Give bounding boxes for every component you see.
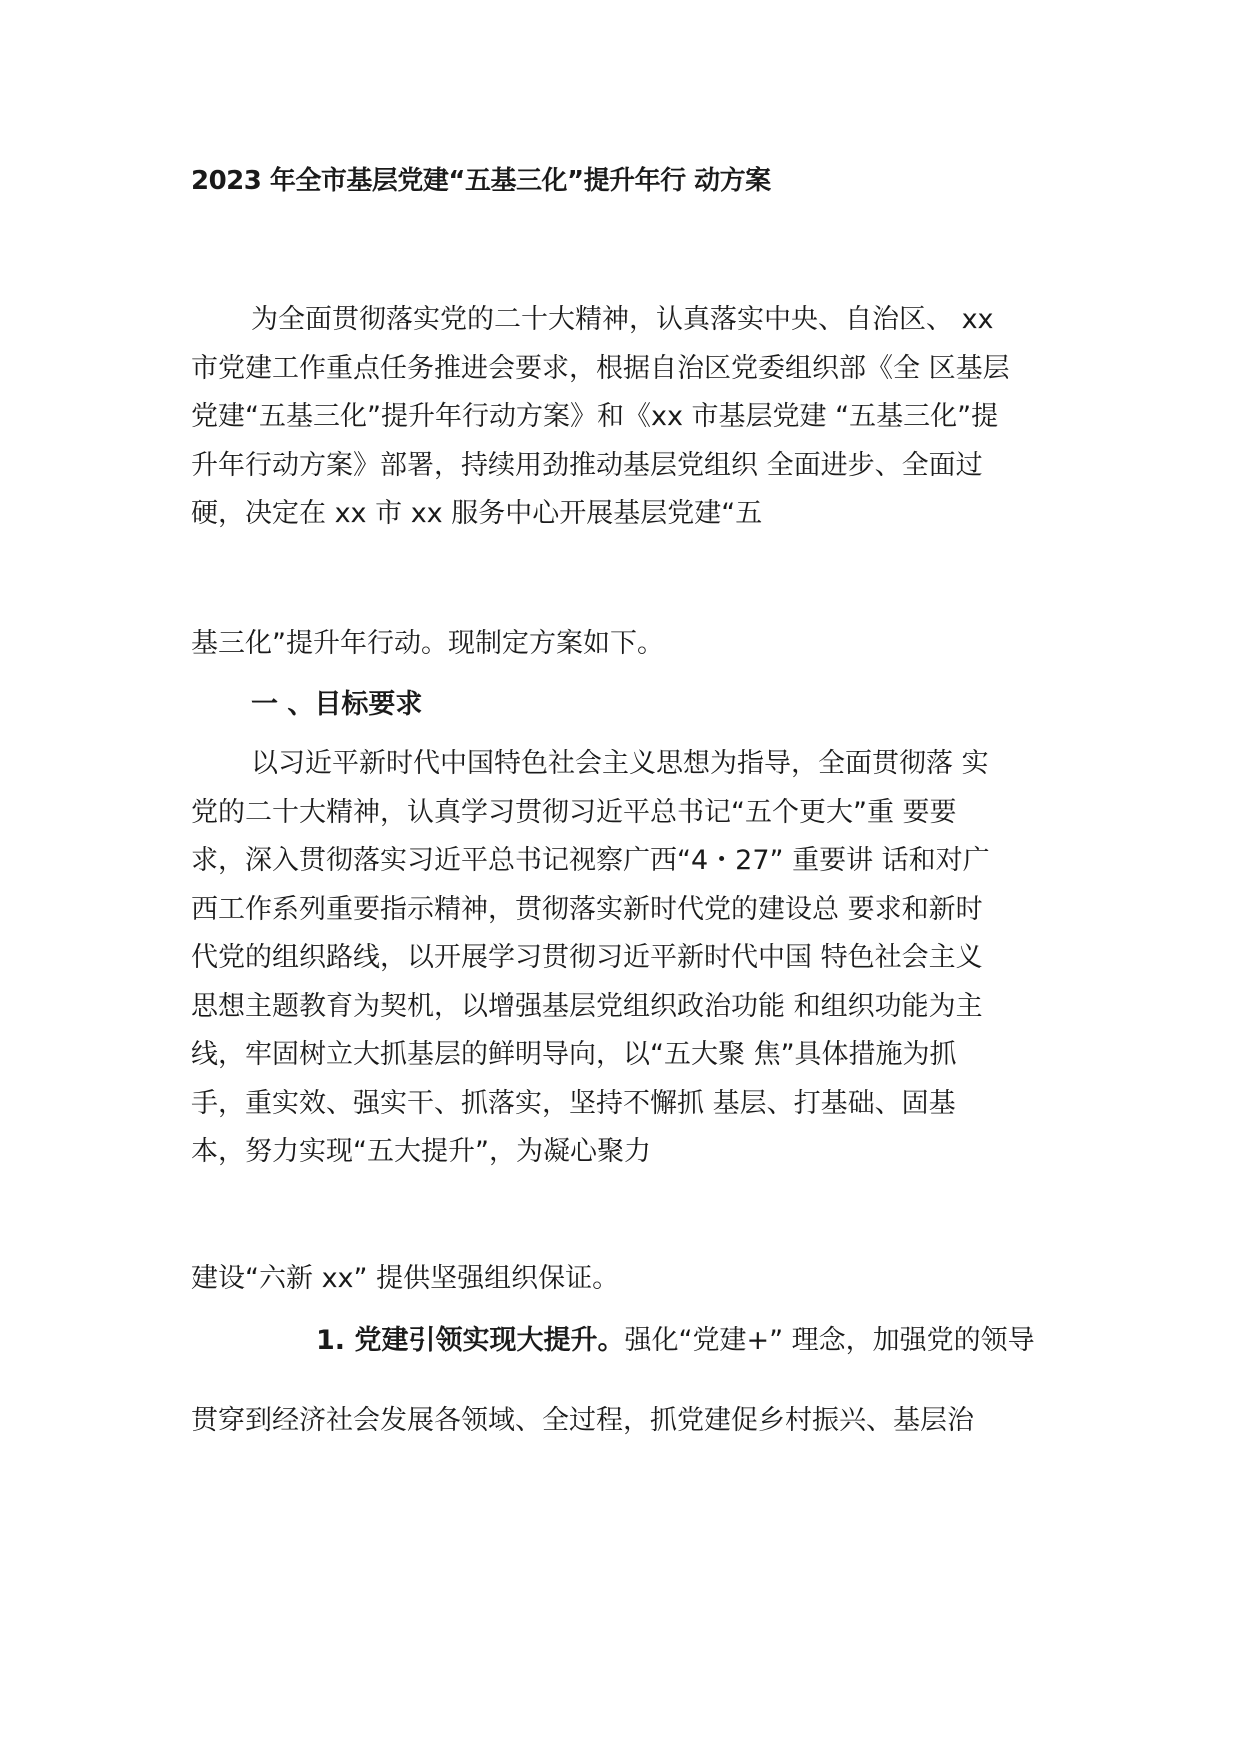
goals-tail-line bbox=[191, 1255, 1071, 1304]
goals-line-2: 党的二十大精神，认真学习贯彻习近平总书记“五个更大”重 要要 bbox=[191, 796, 957, 828]
section-heading-goals: 一 、目标要求 bbox=[251, 689, 423, 720]
goals-line-7: 线，牢固树立大抓基层的鲜明导向，以“五大聚 焦”具体措施为抓 bbox=[191, 1039, 957, 1070]
item-1-next: 贯穿到经济社会发展各领域、全过程，抓党建促乡村振兴、基层治 bbox=[191, 1405, 974, 1436]
goals-line-4: 西工作系列重要指示精神，贯彻落实新时代党的建设总 要求和新时 bbox=[191, 893, 983, 925]
goals-tail: 建设“六新 xx” 提供坚强组织保证。 bbox=[191, 1263, 620, 1294]
item-1-lead: 1. 党建引领实现大提升。 bbox=[316, 1325, 625, 1356]
item-1-rest: 强化“党建+” 理念，加强党的领导 bbox=[624, 1325, 1035, 1356]
intro-line-5: 硬，决定在 xx 市 xx 服务中心开展基层党建“五 bbox=[191, 498, 763, 529]
intro-paragraph bbox=[191, 296, 1071, 539]
intro-line-3: 党建“五基三化”提升年行动方案》和《xx 市基层党建 “五基三化”提 bbox=[191, 401, 999, 432]
intro-line-4: 升年行动方案》部署，持续用劲推动基层党组织 全面进步、全面过 bbox=[191, 449, 983, 481]
item-1-paragraph bbox=[191, 1317, 1071, 1366]
item-1-line bbox=[191, 1317, 1071, 1366]
intro-tail-line bbox=[191, 620, 1071, 669]
goals-line-1: 以习近平新时代中国特色社会主义思想为指导，全面贯彻落 实 bbox=[251, 748, 989, 779]
goals-line-9: 本，努力实现“五大提升”，为凝心聚力 bbox=[191, 1136, 651, 1167]
goals-line-5: 代党的组织路线，以开展学习贯彻习近平新时代中国 特色社会主义 bbox=[191, 942, 983, 973]
goals-line-3: 求，深入贯彻落实习近平总书记视察广西“4・27” 重要讲 话和对广 bbox=[191, 845, 990, 876]
goals-line-8: 手，重实效、强实干、抓落实，坚持不懈抓 基层、打基础、固基 bbox=[191, 1087, 956, 1119]
document-title: 2023 年全市基层党建“五基三化”提升年行 动方案 bbox=[191, 166, 771, 196]
intro-line-1: 为全面贯彻落实党的二十大精神，认真落实中央、自治区、 xx bbox=[251, 304, 994, 335]
intro-tail: 基三化”提升年行动。现制定方案如下。 bbox=[191, 628, 664, 659]
intro-line-2: 市党建工作重点任务推进会要求，根据自治区党委组织部《全 区基层 bbox=[191, 352, 1010, 384]
goals-paragraph bbox=[191, 740, 1071, 1177]
goals-line-6: 思想主题教育为契机，以增强基层党组织政治功能 和组织功能为主 bbox=[191, 990, 983, 1022]
item-1-continuation bbox=[191, 1397, 1071, 1446]
